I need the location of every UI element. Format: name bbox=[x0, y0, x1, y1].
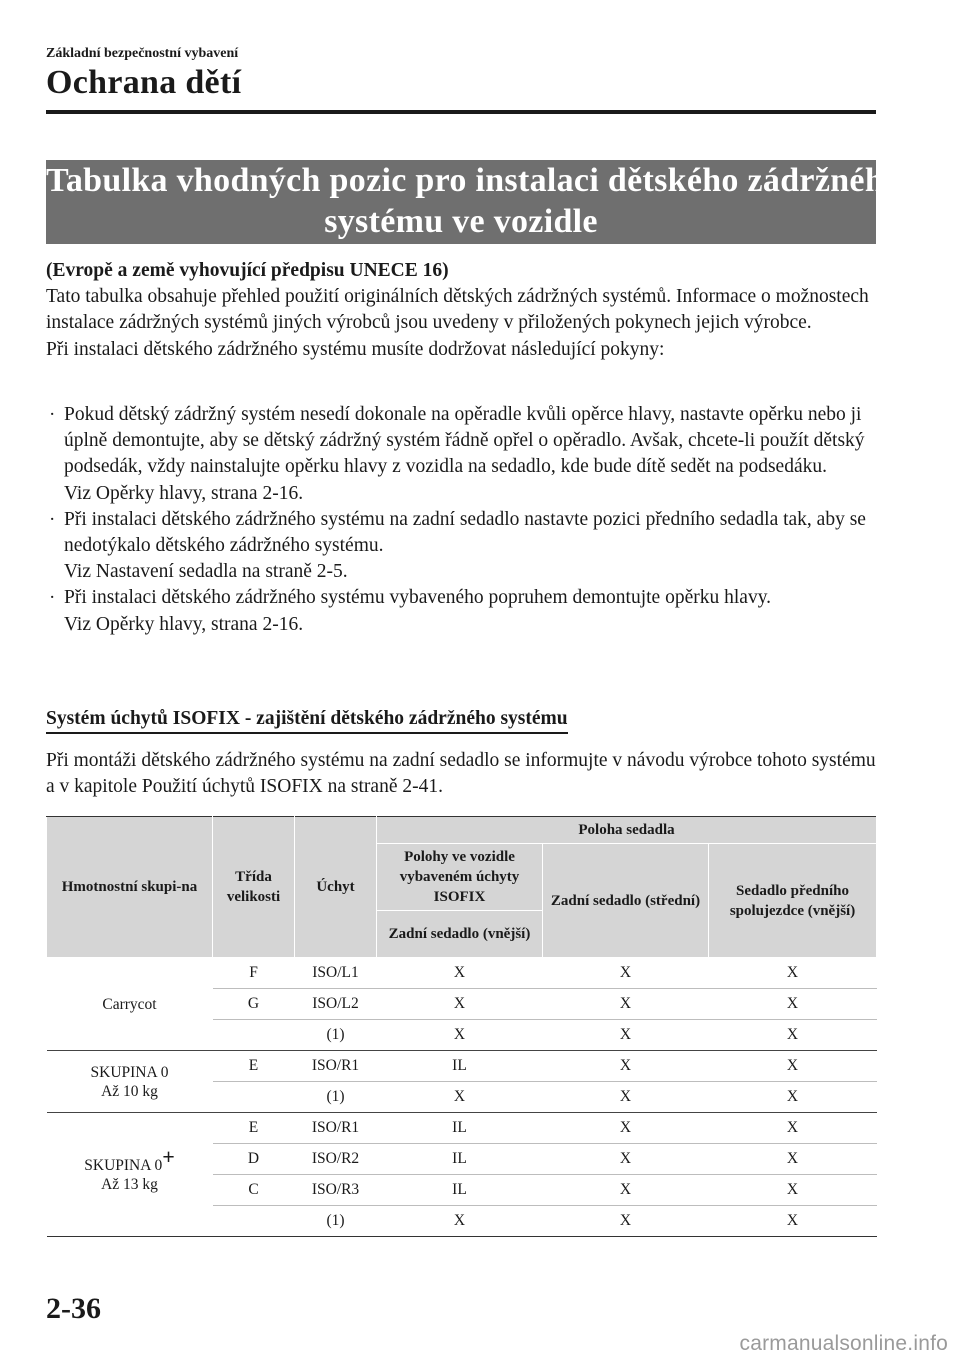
header-front-passenger: Sedadlo předního spolujezdce (vnější) bbox=[709, 844, 877, 958]
rear-center-cell: X bbox=[543, 1206, 709, 1237]
front-cell: X bbox=[709, 1206, 877, 1237]
front-cell: X bbox=[709, 1175, 877, 1206]
rear-center-cell: X bbox=[543, 1113, 709, 1144]
header-seat-position: Poloha sedadla bbox=[377, 817, 877, 844]
fixture-cell: ISO/L2 bbox=[295, 989, 377, 1020]
rear-center-cell: X bbox=[543, 1175, 709, 1206]
size-cell bbox=[213, 1206, 295, 1237]
front-cell: X bbox=[709, 1113, 877, 1144]
header-fixture: Úchyt bbox=[295, 817, 377, 958]
rear-center-cell: X bbox=[543, 1144, 709, 1175]
front-cell: X bbox=[709, 1082, 877, 1113]
page-number: 2-36 bbox=[46, 1292, 101, 1325]
size-cell: E bbox=[213, 1113, 295, 1144]
rear-outer-cell: IL bbox=[377, 1051, 543, 1082]
intro-subtitle: (Evropě a země vyhovující předpisu UNECE 16) bbox=[46, 260, 449, 281]
banner-line-1: Tabulka vhodných pozic pro instalaci dětského zádržného bbox=[46, 162, 902, 199]
intro-block bbox=[46, 258, 876, 363]
section-banner bbox=[46, 160, 902, 244]
group-cell bbox=[47, 1051, 213, 1113]
group-weight: Až 13 kg bbox=[101, 1175, 158, 1193]
rear-outer-cell: X bbox=[377, 958, 543, 989]
list-item bbox=[46, 585, 876, 637]
header-isofix-positions: Polohy ve vozidle vybaveném úchyty ISOFIX bbox=[377, 844, 543, 911]
rear-center-cell: X bbox=[543, 1082, 709, 1113]
front-cell: X bbox=[709, 1020, 877, 1051]
banner-line-2: systému ve vozidle bbox=[324, 203, 598, 240]
rear-center-cell: X bbox=[543, 1051, 709, 1082]
header-rear-center: Zadní sedadlo (střední) bbox=[543, 844, 709, 958]
plus-icon: + bbox=[162, 1143, 175, 1169]
fixture-cell: (1) bbox=[295, 1206, 377, 1237]
list-item-reference: Viz Nastavení sedadla na straně 2-5. bbox=[64, 561, 348, 583]
front-cell: X bbox=[709, 1144, 877, 1175]
rear-center-cell: X bbox=[543, 958, 709, 989]
group-name: SKUPINA 0 bbox=[84, 1156, 163, 1174]
bullet-dot-icon: · bbox=[49, 508, 56, 530]
list-item bbox=[46, 402, 876, 507]
rear-center-cell: X bbox=[543, 1020, 709, 1051]
rear-outer-cell: X bbox=[377, 1206, 543, 1237]
chapter-title: Ochrana dětí bbox=[46, 64, 242, 101]
rear-outer-cell: IL bbox=[377, 1175, 543, 1206]
fixture-cell: ISO/L1 bbox=[295, 958, 377, 989]
fixture-cell: ISO/R2 bbox=[295, 1144, 377, 1175]
fixture-cell: ISO/R1 bbox=[295, 1113, 377, 1144]
size-cell bbox=[213, 1020, 295, 1051]
rear-outer-cell: X bbox=[377, 1082, 543, 1113]
intro-instruction: Při instalaci dětského zádržného systému musíte dodržovat následující pokyny: bbox=[46, 338, 665, 360]
section-label: Základní bezpečnostní vybavení bbox=[46, 46, 239, 61]
rear-center-cell: X bbox=[543, 989, 709, 1020]
list-item-text: Při instalaci dětského zádržného systému vybaveného popruhem demontujte opěrku hlavy. bbox=[64, 587, 772, 609]
fixture-cell: (1) bbox=[295, 1082, 377, 1113]
size-cell: G bbox=[213, 989, 295, 1020]
rear-outer-cell: X bbox=[377, 1020, 543, 1051]
isofix-paragraph: Při montáži dětského zádržného systému na zadní sedadlo se informujte v návodu výrobce tohoto systému a v kapitole Použití úchytů ISOFIX na straně 2-41. bbox=[46, 750, 876, 798]
fixture-cell: ISO/R1 bbox=[295, 1051, 377, 1082]
table-row bbox=[47, 1051, 877, 1082]
list-item-text: Pokud dětský zádržný systém nesedí dokonale na opěradle kvůli opěrce hlavy, nastavte opěrku nebo ji úplně demontujte, aby se dětský zádržný systém řádně opřel o opěradlo. Avšak, chcete-li použít dětský podsedák, vždy nainstalujte opěrku hlavy z vozidla na sedadlo, kde bude dítě sedět na podsedáku. bbox=[64, 404, 865, 478]
list-item-text: Při instalaci dětského zádržného systému na zadní sedadlo nastavte pozici předního sedadla tak, aby se nedotýkalo dětského zádržného systému. bbox=[64, 508, 866, 557]
group-cell bbox=[47, 1113, 213, 1237]
size-cell: D bbox=[213, 1144, 295, 1175]
group-cell bbox=[47, 958, 213, 1051]
bullet-dot-icon: · bbox=[49, 587, 56, 609]
header-size-class: Třída velikosti bbox=[213, 817, 295, 958]
group-name: SKUPINA 0 bbox=[90, 1063, 169, 1081]
size-cell: E bbox=[213, 1051, 295, 1082]
seat-position-table bbox=[46, 816, 877, 1237]
group-name: Carrycot bbox=[102, 995, 157, 1013]
rear-outer-cell: X bbox=[377, 989, 543, 1020]
table-row bbox=[47, 958, 877, 989]
front-cell: X bbox=[709, 989, 877, 1020]
size-cell: F bbox=[213, 958, 295, 989]
fixture-cell: ISO/R3 bbox=[295, 1175, 377, 1206]
bullet-dot-icon: · bbox=[49, 404, 56, 425]
header-weight-group: Hmotnostní skupi-na bbox=[47, 817, 213, 958]
rear-outer-cell: IL bbox=[377, 1144, 543, 1175]
size-cell: C bbox=[213, 1175, 295, 1206]
fixture-cell: (1) bbox=[295, 1020, 377, 1051]
size-cell bbox=[213, 1082, 295, 1113]
table-row bbox=[47, 1113, 877, 1144]
list-item-reference: Viz Opěrky hlavy, strana 2-16. bbox=[64, 482, 304, 504]
chapter-divider bbox=[46, 110, 876, 114]
header-rear-outer: Zadní sedadlo (vnější) bbox=[377, 911, 543, 958]
list-item bbox=[46, 507, 876, 586]
group-weight: Až 10 kg bbox=[101, 1082, 158, 1100]
isofix-heading: Systém úchytů ISOFIX - zajištění dětského zádržného systému bbox=[46, 708, 568, 734]
watermark: carmanualsonline.info bbox=[739, 1332, 948, 1355]
front-cell: X bbox=[709, 958, 877, 989]
intro-paragraph: Tato tabulka obsahuje přehled použití originálních dětských zádržných systémů. Informace o možnostech instalace zádržných systémů jiných výrobců jsou uvedeny v přiložených pokynech jejich výrobce. bbox=[46, 286, 869, 334]
list-item-reference: Viz Opěrky hlavy, strana 2-16. bbox=[64, 613, 304, 635]
rear-outer-cell: IL bbox=[377, 1113, 543, 1144]
instruction-list bbox=[46, 402, 876, 638]
front-cell: X bbox=[709, 1051, 877, 1082]
